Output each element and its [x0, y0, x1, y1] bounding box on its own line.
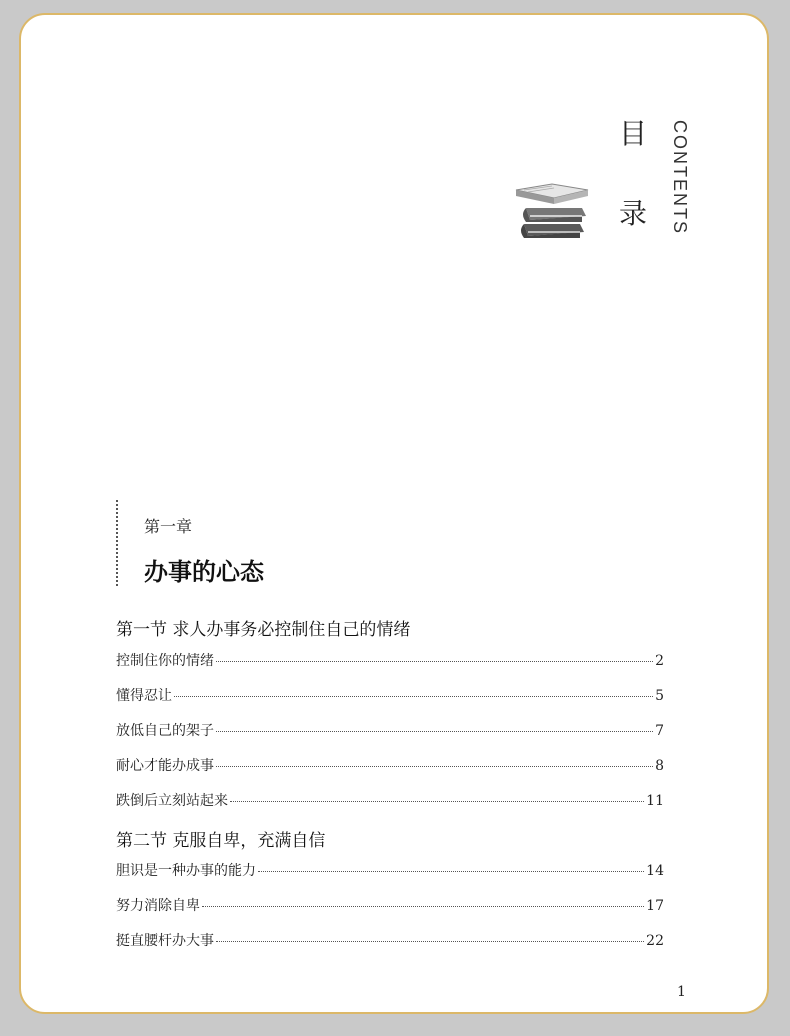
toc-entry[interactable] — [116, 790, 664, 810]
toc-entry-label: 努力消除自卑 — [116, 898, 200, 914]
toc-entry-page: 8 — [655, 758, 664, 774]
toc-entry-page: 11 — [646, 793, 664, 809]
toc-leader — [216, 660, 653, 662]
toc-entry-page: 14 — [646, 863, 664, 879]
page-number: 1 — [677, 984, 686, 1000]
toc-entry-label: 挺直腰杆办大事 — [116, 933, 214, 949]
books-icon — [514, 180, 590, 244]
toc-entry[interactable] — [116, 930, 664, 950]
toc-entry-page: 7 — [655, 723, 664, 739]
toc-title — [618, 117, 648, 230]
toc-leader — [258, 870, 644, 872]
toc-title-english: CONTENTS — [670, 120, 690, 235]
toc-entry-label: 放低自己的架子 — [116, 723, 214, 739]
toc-entry-page: 17 — [646, 898, 664, 914]
toc-leader — [216, 765, 653, 767]
toc-title-char-1: 目 — [618, 117, 647, 150]
toc-entry[interactable] — [116, 860, 664, 880]
toc-entry[interactable] — [116, 895, 664, 915]
section-heading: 第一节 求人办事务必控制住自己的情绪 — [116, 620, 411, 640]
toc-leader — [216, 730, 653, 732]
toc-leader — [202, 905, 644, 907]
toc-leader — [216, 940, 644, 942]
toc-entry[interactable] — [116, 650, 664, 670]
toc-entry[interactable] — [116, 720, 664, 740]
toc-entry-label: 耐心才能办成事 — [116, 758, 214, 774]
toc-entry[interactable] — [116, 685, 664, 705]
chapter-divider — [116, 500, 118, 586]
toc-title-char-2: 录 — [618, 197, 647, 230]
toc-entry-page: 2 — [655, 653, 664, 669]
toc-entry-label: 懂得忍让 — [116, 688, 172, 704]
toc-entry-page: 22 — [646, 933, 664, 949]
toc-leader — [174, 695, 653, 697]
toc-entry-label: 胆识是一种办事的能力 — [116, 863, 256, 879]
section-heading: 第二节 克服自卑，充满自信 — [116, 831, 326, 851]
toc-entry-label: 跌倒后立刻站起来 — [116, 793, 228, 809]
toc-entry[interactable] — [116, 755, 664, 775]
toc-entry-label: 控制住你的情绪 — [116, 653, 214, 669]
chapter-title: 办事的心态 — [144, 558, 264, 586]
chapter-number: 第一章 — [144, 517, 193, 536]
toc-entry-page: 5 — [655, 688, 664, 704]
toc-leader — [230, 800, 644, 802]
chapter-header — [116, 500, 416, 586]
